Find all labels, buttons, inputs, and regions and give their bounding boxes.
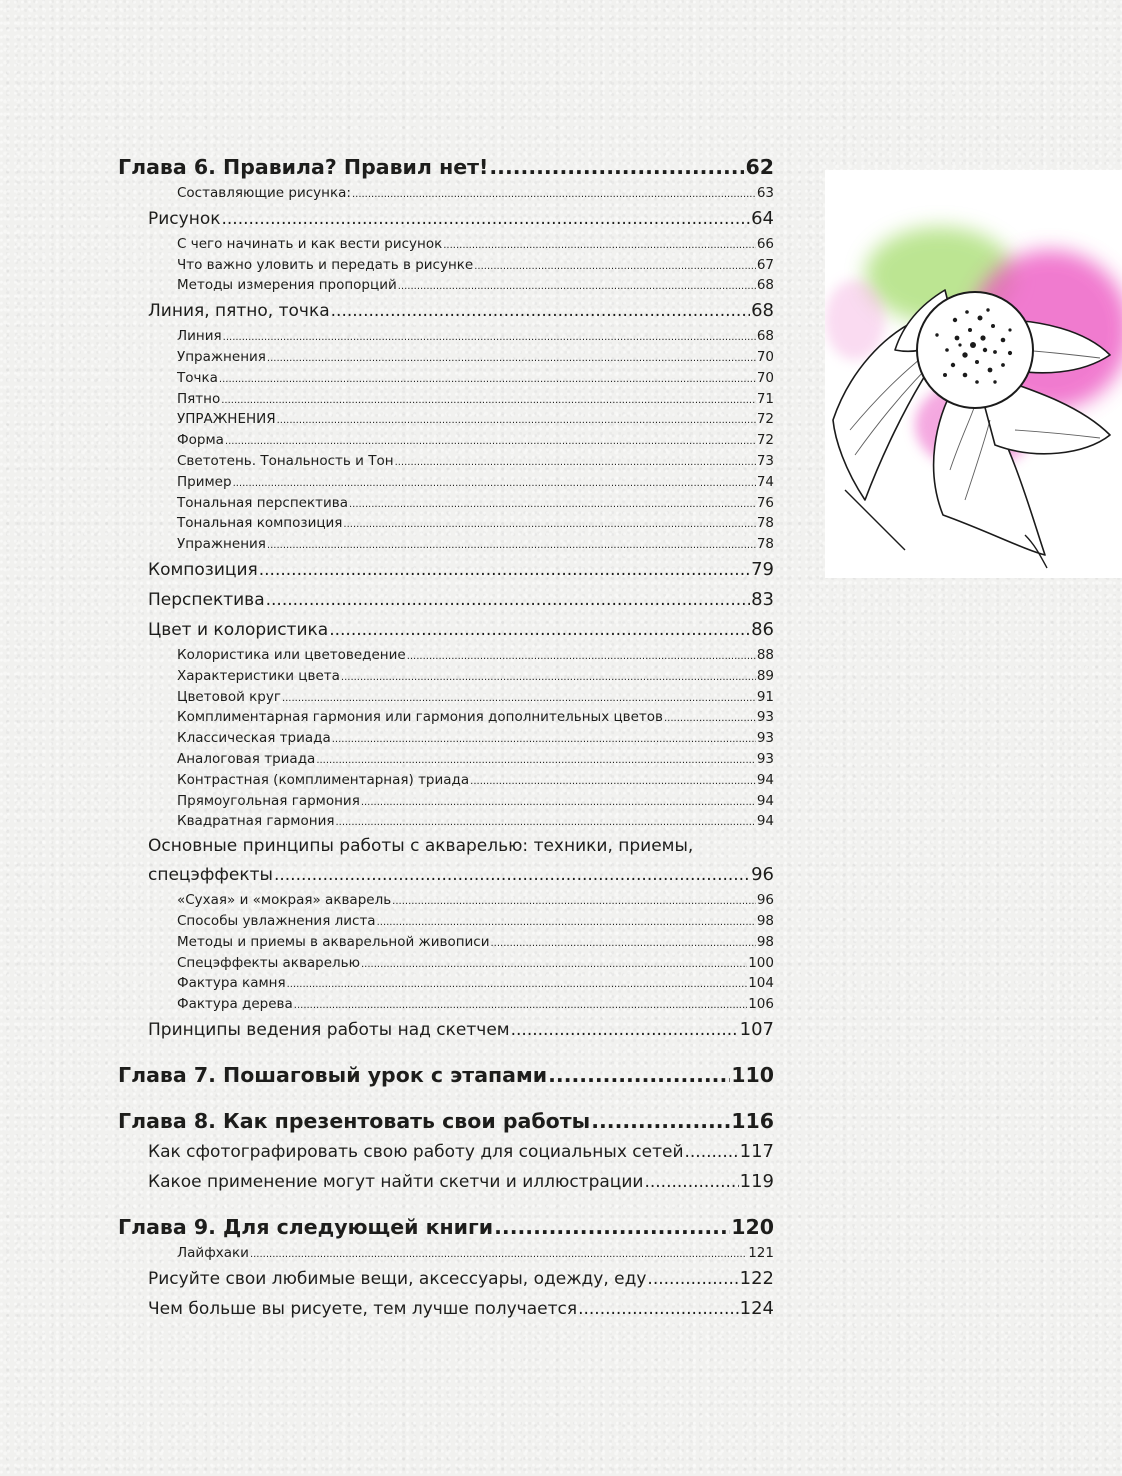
toc-page-number: 67 (756, 256, 774, 273)
toc-entry[interactable] (118, 791, 774, 812)
toc-entry-title: Методы измерения пропорций (177, 277, 397, 294)
toc-page-number: 117 (739, 1140, 774, 1162)
toc-entry[interactable] (118, 749, 774, 770)
toc-entry[interactable] (118, 860, 774, 890)
toc-entry-title: Лайфхаки (177, 1244, 249, 1261)
toc-entry[interactable] (118, 183, 774, 204)
toc-entry-title: Линия (177, 328, 222, 345)
toc-entry-title: Цвет и колористика (148, 619, 329, 640)
toc-entry-title: Пятно (177, 390, 221, 407)
toc-entry[interactable] (118, 534, 774, 555)
dot-leader (267, 536, 756, 557)
toc-entry[interactable] (118, 1264, 774, 1294)
toc-page-number: 71 (756, 390, 774, 407)
toc-entry[interactable] (118, 451, 774, 472)
toc-entry[interactable] (118, 409, 774, 430)
toc-page-number: 91 (756, 688, 774, 705)
toc-entry-title: Методы и приемы в акварельной живописи (177, 933, 490, 950)
toc-entry[interactable] (118, 645, 774, 666)
dot-leader (407, 647, 756, 668)
toc-entry-title: Перспектива (148, 589, 265, 610)
dot-leader (474, 257, 756, 278)
toc-page-number: 120 (731, 1214, 774, 1239)
toc-entry[interactable] (118, 326, 774, 347)
dot-leader (250, 1245, 747, 1266)
toc-page-number: 70 (756, 369, 774, 386)
toc-entry-title: Основные принципы работы с акварелью: техники, приемы, (148, 836, 694, 857)
dot-leader (392, 892, 756, 913)
dot-leader (494, 1212, 730, 1243)
toc-entry-title: Светотень. Тональность и Тон (177, 452, 394, 469)
dot-leader (685, 1137, 739, 1167)
toc-entry-title: Глава 6. Правила? Правил нет! (118, 155, 489, 179)
toc-entry-title: Точка (177, 369, 218, 386)
toc-entry[interactable] (118, 296, 774, 326)
toc-entry[interactable] (118, 368, 774, 389)
toc-entry-title: Колористика или цветоведение (177, 646, 406, 663)
toc-page-number: 68 (756, 328, 774, 345)
toc-entry[interactable] (118, 204, 774, 234)
toc-entry[interactable] (118, 811, 774, 832)
dot-leader (259, 555, 750, 585)
toc-entry-title: Спецэффекты акварелью (177, 954, 360, 971)
toc-entry-title: Классическая триада (177, 730, 331, 747)
dot-leader (511, 1015, 739, 1045)
toc-chapter[interactable] (118, 152, 774, 183)
toc-page-number: 68 (756, 277, 774, 294)
dot-leader (377, 913, 756, 934)
toc-entry-title: УПРАЖНЕНИЯ (177, 411, 276, 428)
dot-leader (274, 860, 750, 890)
dot-leader (398, 277, 756, 298)
toc-page-number: 124 (739, 1297, 774, 1319)
toc-page-number: 93 (756, 709, 774, 726)
dot-leader (361, 955, 747, 976)
toc-page-number: 83 (751, 588, 774, 610)
dot-leader (329, 615, 750, 645)
dot-leader (331, 296, 750, 326)
toc-page-number: 98 (756, 933, 774, 950)
toc-entry[interactable] (118, 585, 774, 615)
toc-page-number: 94 (756, 792, 774, 809)
dot-leader (664, 709, 756, 730)
dot-leader (267, 349, 756, 370)
toc-entry[interactable] (118, 687, 774, 708)
toc-page-number: 94 (756, 771, 774, 788)
toc-page-number: 110 (731, 1062, 774, 1087)
dot-leader (352, 185, 756, 206)
toc-page-number: 94 (756, 813, 774, 830)
toc-page-number: 78 (756, 536, 774, 553)
toc-page-number: 70 (756, 348, 774, 365)
toc-chapter[interactable] (118, 1106, 774, 1137)
dot-leader (591, 1106, 730, 1137)
toc-entry-title: Как сфотографировать свою работу для социальных сетей (148, 1141, 684, 1162)
toc-entry[interactable] (118, 1015, 774, 1045)
toc-page-number: 107 (739, 1018, 774, 1040)
toc-gap (118, 1045, 774, 1060)
toc-page-number: 88 (756, 646, 774, 663)
toc-page-number: 78 (756, 515, 774, 532)
toc-page-number: 79 (751, 558, 774, 580)
dot-leader (395, 453, 756, 474)
toc-entry[interactable] (118, 666, 774, 687)
toc-entry[interactable] (118, 994, 774, 1015)
dragon-fruit-illustration (825, 170, 1122, 578)
toc-entry[interactable] (118, 472, 774, 493)
toc-page-number: 119 (739, 1170, 774, 1192)
toc-entry-title: Глава 7. Пошаговый урок с этапами (118, 1062, 548, 1087)
toc-entry-title: Глава 9. Для следующей книги (118, 1214, 494, 1239)
toc-entry-title: Глава 8. Как презентовать свои работы (118, 1108, 591, 1133)
toc-entry-title: Чем больше вы рисуете, тем лучше получается (148, 1298, 578, 1319)
pink-wash-left (825, 280, 885, 360)
toc-chapter[interactable] (118, 1212, 774, 1243)
dot-leader (233, 474, 756, 495)
toc-entry-title: Композиция (148, 559, 258, 580)
toc-page-number: 93 (756, 750, 774, 767)
toc-page-number: 76 (756, 494, 774, 511)
dragon-fruit-drawing (825, 170, 1122, 578)
toc-entry-title: Аналоговая триада (177, 750, 316, 767)
toc-entry[interactable] (118, 911, 774, 932)
toc-entry-title: Фактура камня (177, 975, 286, 992)
toc-entry-title: Линия, пятно, точка (148, 301, 330, 322)
toc-entry-wrapped-line[interactable] (118, 832, 774, 860)
dot-leader (282, 689, 756, 710)
toc-entry[interactable] (118, 275, 774, 296)
toc-entry[interactable] (118, 615, 774, 645)
toc-entry[interactable] (118, 1167, 774, 1197)
toc-entry-title: Какое применение могут найти скетчи и иллюстрации (148, 1171, 644, 1192)
dot-leader (277, 411, 756, 432)
toc-gap (118, 1197, 774, 1212)
toc-page-number: 66 (756, 235, 774, 252)
dot-leader (316, 751, 756, 772)
toc-entry-title: Пример (177, 473, 232, 490)
toc-entry-title: Рисунок (148, 208, 221, 229)
toc-entry[interactable] (118, 1243, 774, 1264)
toc-entry-title: С чего начинать и как вести рисунок (177, 235, 443, 252)
toc-entry-title: Упражнения (177, 348, 266, 365)
toc-page-number: 104 (748, 975, 774, 992)
toc-entry[interactable] (118, 890, 774, 911)
toc-page-number: 64 (751, 207, 774, 229)
toc-entry-title: Способы увлажнения листа (177, 912, 376, 929)
dot-leader (221, 391, 756, 412)
dot-leader (287, 975, 748, 996)
toc-page-number: 74 (756, 473, 774, 490)
toc-gap (118, 1091, 774, 1106)
toc-entry[interactable] (118, 1137, 774, 1167)
toc-entry-title: Тональная композиция (177, 515, 343, 532)
toc-entry-title: Характеристики цвета (177, 667, 340, 684)
dot-leader (470, 772, 756, 793)
dot-leader (225, 432, 756, 453)
toc-entry[interactable] (118, 953, 774, 974)
toc-page-number: 106 (748, 996, 774, 1013)
toc-entry[interactable] (118, 932, 774, 953)
toc-entry[interactable] (118, 255, 774, 276)
toc-entry-title: Что важно уловить и передать в рисунке (177, 256, 474, 273)
toc-entry-title: «Сухая» и «мокрая» акварель (177, 892, 392, 909)
toc-entry[interactable] (118, 728, 774, 749)
toc-page-number: 96 (751, 864, 774, 886)
dot-leader (222, 204, 751, 234)
dot-leader (361, 793, 756, 814)
table-of-contents (118, 152, 774, 1324)
toc-entry-title: Цветовой круг (177, 688, 281, 705)
toc-entry-title: Рисуйте свои любимые вещи, аксессуары, одежду, еду (148, 1268, 647, 1289)
dot-leader (443, 236, 756, 257)
dot-leader (223, 328, 756, 349)
toc-page-number: 72 (756, 432, 774, 449)
toc-page-number: 96 (756, 892, 774, 909)
toc-page-number: 73 (756, 452, 774, 469)
toc-entry[interactable] (118, 430, 774, 451)
dot-leader (266, 585, 750, 615)
toc-entry-title: Фактура дерева (177, 996, 293, 1013)
toc-entry[interactable] (118, 389, 774, 410)
stem-stroke (845, 490, 905, 550)
dot-leader (578, 1294, 739, 1324)
toc-entry-title: Контрастная (комплиментарная) триада (177, 771, 470, 788)
toc-page-number: 98 (756, 912, 774, 929)
dot-leader (349, 495, 756, 516)
toc-entry[interactable] (118, 1294, 774, 1324)
toc-entry-title: Комплиментарная гармония или гармония дополнительных цветов (177, 709, 663, 726)
dot-leader (294, 996, 747, 1017)
toc-entry[interactable] (118, 555, 774, 585)
toc-entry[interactable] (118, 234, 774, 255)
dot-leader (335, 813, 755, 834)
dot-leader (341, 668, 756, 689)
dot-leader (548, 1060, 730, 1091)
toc-entry-title: Квадратная гармония (177, 813, 335, 830)
toc-page-number: 121 (748, 1244, 774, 1261)
toc-entry-title: Составляющие рисунка: (177, 185, 351, 201)
toc-entry-title: спецэффекты (148, 865, 273, 886)
toc-page-number: 86 (751, 618, 774, 640)
toc-entry[interactable] (118, 973, 774, 994)
toc-page-number: 62 (745, 155, 774, 179)
toc-entry-title: Тональная перспектива (177, 494, 348, 511)
fruit-body (917, 292, 1033, 408)
dot-leader (219, 370, 756, 391)
dot-leader (644, 1167, 738, 1197)
toc-entry[interactable] (118, 513, 774, 534)
toc-entry[interactable] (118, 493, 774, 514)
toc-chapter[interactable] (118, 1060, 774, 1091)
dot-leader (332, 730, 756, 751)
dot-leader (647, 1264, 738, 1294)
dot-leader (489, 152, 744, 183)
toc-page-number: 68 (751, 300, 774, 322)
dot-leader (491, 934, 756, 955)
toc-page-number: 63 (756, 185, 774, 201)
toc-page-number: 89 (756, 667, 774, 684)
toc-entry-title: Форма (177, 432, 224, 449)
toc-page-number: 93 (756, 730, 774, 747)
toc-entry-title: Упражнения (177, 536, 266, 553)
toc-entry[interactable] (118, 707, 774, 728)
toc-page-number: 72 (756, 411, 774, 428)
toc-page-number: 100 (748, 954, 774, 971)
toc-page-number: 116 (731, 1108, 774, 1133)
toc-entry[interactable] (118, 347, 774, 368)
toc-entry-title: Принципы ведения работы над скетчем (148, 1019, 510, 1040)
toc-page-number: 122 (739, 1267, 774, 1289)
dot-leader (343, 515, 755, 536)
toc-entry-title: Прямоугольная гармония (177, 792, 360, 809)
toc-entry[interactable] (118, 770, 774, 791)
